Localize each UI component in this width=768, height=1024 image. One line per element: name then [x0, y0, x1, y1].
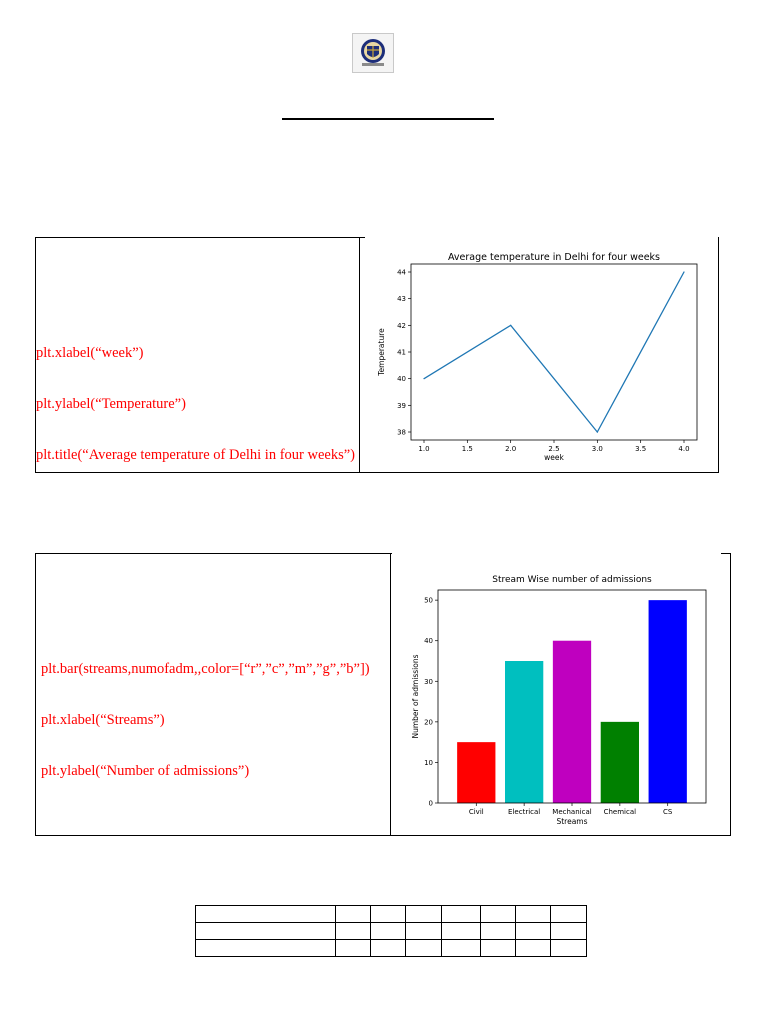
table-cell — [516, 940, 551, 957]
code-line: plt.ylabel(“Temperature”) — [36, 396, 186, 412]
table-cell — [551, 923, 587, 940]
table-cell — [336, 940, 371, 957]
y-axis-label: Number of admissions — [411, 654, 420, 739]
table-cell — [551, 906, 587, 923]
table-cell — [196, 923, 336, 940]
data-point — [683, 271, 684, 272]
y-tick-label: 10 — [424, 758, 433, 767]
chart-title: Average temperature in Delhi for four weeks — [447, 252, 661, 263]
y-tick-label: 20 — [424, 718, 433, 727]
table-cell — [336, 923, 371, 940]
bar-mechanical — [553, 641, 591, 803]
y-tick-label: 30 — [424, 677, 433, 686]
data-point — [423, 378, 424, 379]
y-tick-label: 0 — [428, 799, 433, 808]
empty-grid-table — [195, 905, 587, 957]
code-line: plt.xlabel(“week”) — [36, 345, 144, 361]
line-chart-figure — [365, 242, 711, 464]
plot-frame — [411, 264, 697, 440]
table-cell — [196, 940, 336, 957]
y-axis-label: Temperature — [377, 328, 386, 376]
table-cell — [371, 940, 406, 957]
code-block-bar-plot — [41, 627, 370, 797]
x-tick-label: 2.0 — [505, 445, 517, 453]
table-cell — [442, 940, 481, 957]
x-tick-label: 3.0 — [591, 445, 603, 453]
y-tick-label: 50 — [424, 596, 433, 605]
chart-title: Stream Wise number of admissions — [492, 575, 652, 585]
school-crest-icon — [353, 34, 393, 72]
bar-chart — [404, 568, 720, 830]
table-cell — [336, 906, 371, 923]
code-block-line-plot — [36, 311, 355, 481]
y-tick-label: 43 — [397, 295, 406, 304]
table-cell — [406, 906, 442, 923]
y-tick-label: 40 — [424, 637, 433, 646]
table-row — [196, 906, 587, 923]
code-line: plt.bar(streams,numofadm,,color=[“r”,”c”,”m”,”g”,”b”]) — [41, 661, 370, 677]
school-logo — [352, 33, 394, 73]
title-underline — [282, 118, 494, 120]
table-cell — [481, 940, 516, 957]
code-line: plt.xlabel(“Streams”) — [41, 712, 165, 728]
x-tick-label: 4.0 — [678, 445, 690, 453]
x-axis-label: week — [544, 453, 564, 462]
x-tick-label: 1.0 — [418, 445, 430, 453]
temperature-series-line — [424, 272, 684, 432]
table-row — [196, 923, 587, 940]
table-cell — [442, 906, 481, 923]
bar-electrical — [505, 661, 543, 803]
panel-border-right — [718, 237, 719, 473]
data-point — [597, 431, 598, 432]
panel-border-bottom — [35, 835, 731, 836]
y-tick-label: 39 — [397, 401, 406, 410]
x-tick-label: 1.5 — [461, 445, 473, 453]
panel-divider — [390, 553, 391, 836]
y-tick-label: 41 — [397, 348, 406, 357]
code-line: plt.ylabel(“Number of admissions”) — [41, 763, 250, 779]
table-cell — [442, 923, 481, 940]
table-cell — [481, 923, 516, 940]
table-cell — [196, 906, 336, 923]
panel-border-right — [730, 553, 731, 836]
table-cell — [406, 923, 442, 940]
line-chart — [365, 242, 711, 464]
x-tick-label: 2.5 — [548, 445, 560, 453]
y-tick-label: 44 — [397, 268, 406, 277]
table-cell — [371, 906, 406, 923]
panel-border-top — [35, 553, 392, 554]
panel-border-top — [35, 237, 365, 238]
bar-chemical — [601, 722, 639, 803]
data-point — [510, 325, 511, 326]
x-axis-label: Streams — [556, 817, 588, 826]
panel-border-left — [35, 553, 36, 836]
x-tick-label: Chemical — [603, 808, 637, 816]
x-tick-label: 3.5 — [635, 445, 647, 453]
x-tick-label: Civil — [468, 808, 484, 816]
bar-chart-figure — [404, 568, 720, 830]
y-tick-label: 42 — [397, 321, 406, 330]
table-cell — [516, 906, 551, 923]
y-tick-label: 38 — [397, 428, 406, 437]
code-line: plt.title(“Average temperature of Delhi in four weeks”) — [36, 447, 355, 463]
y-tick-label: 40 — [397, 375, 406, 384]
table-cell — [481, 906, 516, 923]
table-cell — [551, 940, 587, 957]
table-cell — [516, 923, 551, 940]
bar-civil — [457, 742, 495, 803]
x-tick-label: Electrical — [508, 808, 541, 816]
table-row — [196, 940, 587, 957]
bar-cs — [649, 600, 687, 803]
table-cell — [406, 940, 442, 957]
panel-divider — [359, 237, 360, 473]
table-cell — [371, 923, 406, 940]
x-tick-label: Mechanical — [552, 808, 592, 816]
x-tick-label: CS — [663, 808, 673, 816]
